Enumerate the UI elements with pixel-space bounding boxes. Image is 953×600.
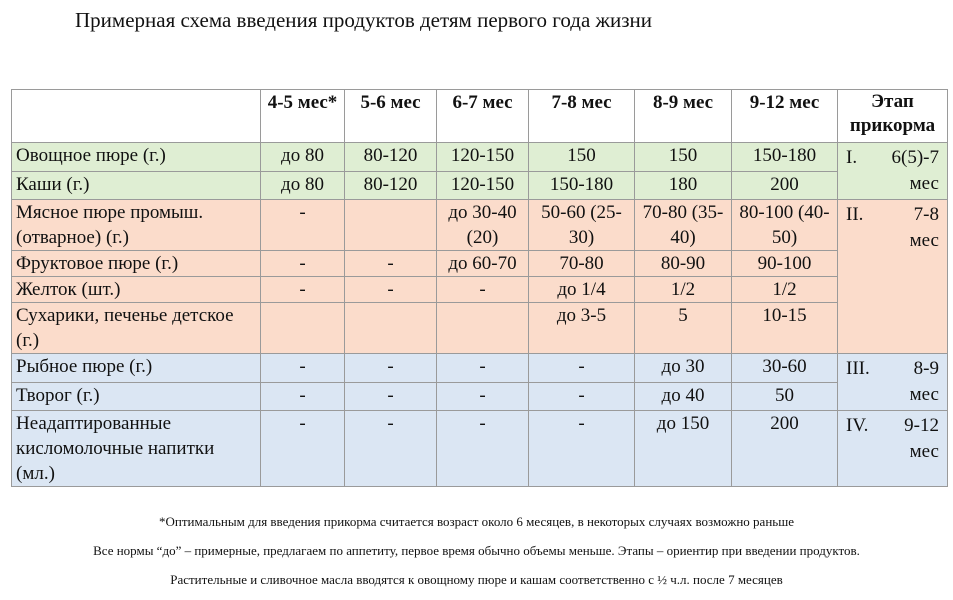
table-cell: 120-150	[437, 171, 529, 200]
stage-4-cell	[838, 411, 948, 487]
table-cell: 150-180	[529, 171, 635, 200]
stage-1-unit: мес	[909, 173, 939, 194]
table-row	[12, 303, 948, 354]
table-cell: 80-90	[635, 251, 732, 277]
table-cell: -	[261, 411, 345, 487]
header-row	[12, 90, 948, 143]
table-cell: 10-15	[732, 303, 838, 354]
stage-3-range: 8-9	[913, 358, 939, 379]
header-9-12: 9-12 мес	[732, 90, 838, 143]
table-cell: -	[261, 277, 345, 303]
table-row	[12, 251, 948, 277]
product-name: Каши (г.)	[12, 171, 261, 200]
table-cell: -	[261, 354, 345, 383]
product-name: Овощное пюре (г.)	[12, 143, 261, 172]
stage-1-cell	[838, 143, 948, 200]
table-cell: 150-180	[732, 143, 838, 172]
table-cell: до 1/4	[529, 277, 635, 303]
footnote-optimal-age: *Оптимальным для введения прикорма считается возраст около 6 месяцев, в некоторых случаях возможно раньше	[159, 514, 794, 529]
table-cell: до 80	[261, 143, 345, 172]
table-cell: -	[261, 382, 345, 411]
table-cell: -	[437, 277, 529, 303]
product-name: Рыбное пюре (г.)	[12, 354, 261, 383]
stage-3-unit: мес	[909, 384, 939, 405]
table-cell: -	[261, 200, 345, 251]
table-cell: до 3-5	[529, 303, 635, 354]
table-cell: 70-80 (35-40)	[635, 200, 732, 251]
stage-1-range: 6(5)-7	[891, 147, 939, 168]
table-cell: -	[529, 354, 635, 383]
stage-3-cell	[838, 354, 948, 411]
table-cell: 80-120	[345, 171, 437, 200]
header-6-7: 6-7 мес	[437, 90, 529, 143]
table-cell: -	[345, 411, 437, 487]
stage-4-range: 9-12	[904, 415, 939, 436]
table-cell	[345, 303, 437, 354]
table-cell: -	[345, 382, 437, 411]
table-cell: 180	[635, 171, 732, 200]
table-cell: 150	[635, 143, 732, 172]
table-cell: -	[345, 277, 437, 303]
stage-1-number: I.	[846, 147, 858, 168]
header-8-9: 8-9 мес	[635, 90, 732, 143]
table-cell: 90-100	[732, 251, 838, 277]
table-row	[12, 382, 948, 411]
footnote-oils: Растительные и сливочное масла вводятся к овощному пюре и кашам соответственно с ½ ч.л. после 7 месяцев	[170, 572, 783, 587]
table-cell: до 150	[635, 411, 732, 487]
table-cell: 80-120	[345, 143, 437, 172]
stage-2-number: II.	[846, 204, 864, 225]
page-title: Примерная схема введения продуктов детям первого года жизни	[75, 8, 653, 32]
table-cell	[437, 303, 529, 354]
table-cell: -	[261, 251, 345, 277]
table-cell: 70-80	[529, 251, 635, 277]
table-row	[12, 354, 948, 383]
table-cell: -	[529, 382, 635, 411]
product-name: Сухарики, печенье детское (г.)	[12, 303, 261, 354]
table-cell: -	[437, 411, 529, 487]
table-cell	[345, 200, 437, 251]
stage-2-unit: мес	[909, 230, 939, 251]
table-cell: -	[529, 411, 635, 487]
stage-4-unit: мес	[909, 441, 939, 462]
table-cell: -	[345, 354, 437, 383]
table-cell: -	[437, 354, 529, 383]
product-name: Желток (шт.)	[12, 277, 261, 303]
table-row	[12, 411, 948, 487]
header-5-6: 5-6 мес	[345, 90, 437, 143]
footnote-norms: Все нормы “до” – примерные, предлагаем по аппетиту, первое время обычно объемы меньше. Этапы – ориентир при введении продуктов.	[93, 543, 860, 558]
table-cell: 50-60 (25-30)	[529, 200, 635, 251]
table-cell: до 30-40 (20)	[437, 200, 529, 251]
header-product	[12, 90, 261, 143]
stage-4-number: IV.	[846, 415, 869, 436]
table-cell: 50	[732, 382, 838, 411]
table-cell: 150	[529, 143, 635, 172]
table-cell: 1/2	[635, 277, 732, 303]
table-cell: 120-150	[437, 143, 529, 172]
product-name: Фруктовое пюре (г.)	[12, 251, 261, 277]
header-7-8: 7-8 мес	[529, 90, 635, 143]
table-cell: 30-60	[732, 354, 838, 383]
feeding-schedule-table	[11, 89, 948, 487]
table-cell	[261, 303, 345, 354]
table-cell: 80-100 (40-50)	[732, 200, 838, 251]
product-name: Мясное пюре промыш. (отварное) (г.)	[12, 200, 261, 251]
table-cell: 1/2	[732, 277, 838, 303]
table-cell: 200	[732, 171, 838, 200]
stage-3-number: III.	[846, 358, 870, 379]
table-row	[12, 171, 948, 200]
table-cell: -	[437, 382, 529, 411]
product-name: Неадаптированные кисломолочные напитки (мл.)	[12, 411, 261, 487]
product-name: Творог (г.)	[12, 382, 261, 411]
header-4-5: 4-5 мес*	[261, 90, 345, 143]
table-row	[12, 277, 948, 303]
table-cell: 5	[635, 303, 732, 354]
table-cell: до 40	[635, 382, 732, 411]
table-cell: -	[345, 251, 437, 277]
table-cell: 200	[732, 411, 838, 487]
table-cell: до 80	[261, 171, 345, 200]
table-row	[12, 143, 948, 172]
header-stage: Этап прикорма	[838, 90, 948, 143]
table-row	[12, 200, 948, 251]
table-cell: до 30	[635, 354, 732, 383]
stage-2-range: 7-8	[913, 204, 939, 225]
table-cell: до 60-70	[437, 251, 529, 277]
stage-2-cell	[838, 200, 948, 354]
